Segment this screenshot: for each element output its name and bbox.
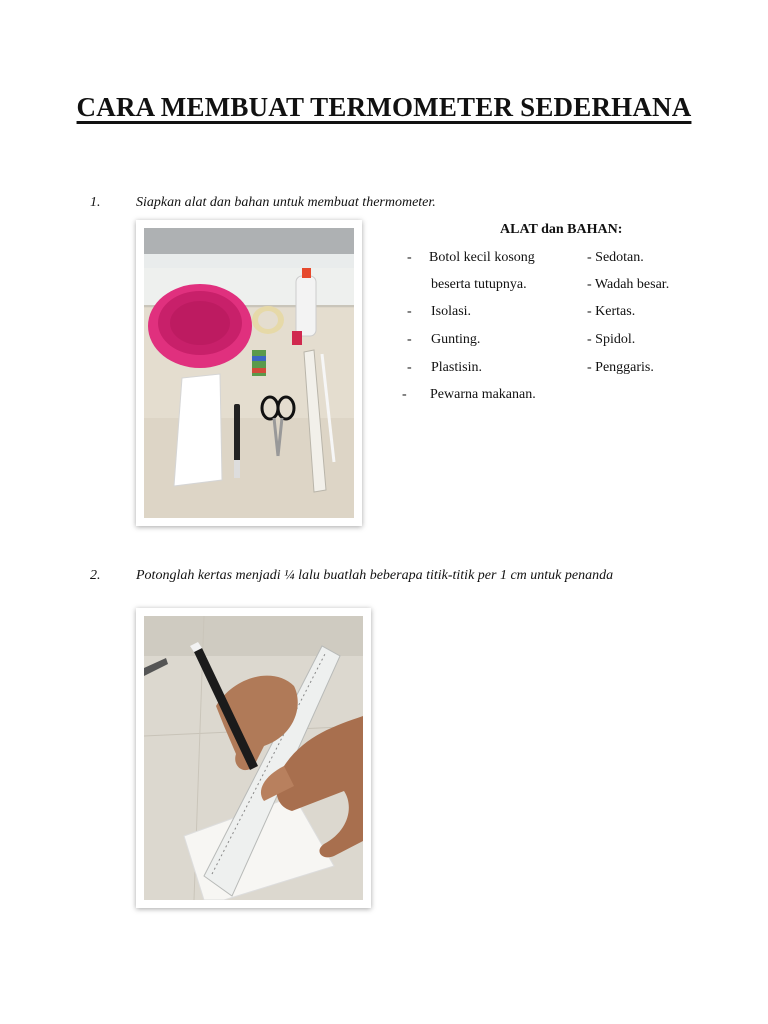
tools-materials-photo bbox=[136, 220, 362, 526]
material-item: Isolasi. bbox=[431, 304, 472, 319]
material-item: - Spidol. bbox=[587, 332, 636, 347]
list-dash: - bbox=[407, 250, 412, 265]
list-dash: - bbox=[407, 360, 412, 375]
material-item: - Wadah besar. bbox=[587, 277, 670, 292]
list-dash: - bbox=[407, 304, 412, 319]
material-item: beserta tutupnya. bbox=[431, 277, 527, 292]
material-item: Pewarna makanan. bbox=[430, 387, 536, 402]
materials-heading: ALAT dan BAHAN: bbox=[500, 222, 623, 237]
marking-paper-photo bbox=[136, 608, 371, 908]
step-1-number: 1. bbox=[90, 195, 101, 210]
step-2-number: 2. bbox=[90, 568, 101, 583]
material-item: - Kertas. bbox=[587, 304, 636, 319]
material-item: - Sedotan. bbox=[587, 250, 644, 265]
material-item: - Penggaris. bbox=[587, 360, 654, 375]
step-2-text: Potonglah kertas menjadi ¼ lalu buatlah beberapa titik-titik per 1 cm untuk penanda bbox=[136, 568, 614, 583]
step-1-text: Siapkan alat dan bahan untuk membuat thermometer. bbox=[136, 195, 436, 210]
list-dash: - bbox=[402, 387, 407, 402]
material-item: Gunting. bbox=[431, 332, 481, 347]
list-dash: - bbox=[407, 332, 412, 347]
material-item: Plastisin. bbox=[431, 360, 482, 375]
material-item: Botol kecil kosong bbox=[429, 250, 535, 265]
document-title: CARA MEMBUAT TERMOMETER SEDERHANA bbox=[76, 92, 692, 122]
